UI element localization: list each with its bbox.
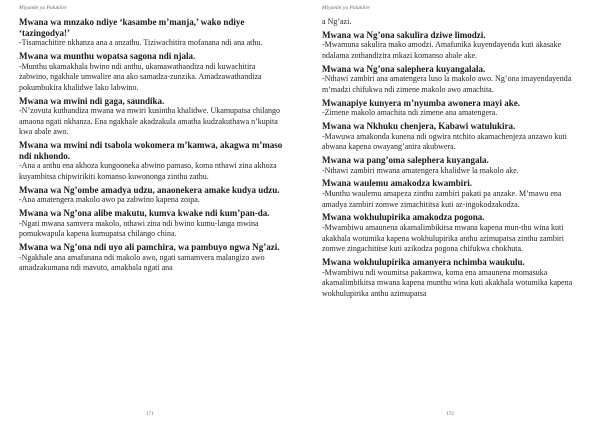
page-number: 171 xyxy=(146,412,154,417)
proverb-explanation: -Zimene makolo amachita ndi zimene ana amatengera. xyxy=(322,108,498,118)
proverb-heading: Mwana wa Ng’ona ndi uyo ali pamchira, wa pambuyo ngwa Ng’azi. xyxy=(19,242,280,252)
proverb-explanation: -Nthawi zambiri mwana amatengera khalidwe la makolo ake. xyxy=(322,165,519,175)
proverb-explanation: -Mwambiwu amaunena akamalimbikitsa mwana kapena mun-thu wina kuti akakhala wotumika kapena wokhulupirika anthu azimupatsa zinthu zambiri zomwe zingachititse kuti azikodza pogona chifukwa chokhuta. xyxy=(322,223,564,254)
page-body xyxy=(322,17,582,302)
proverb-heading: Mwana wa munthu wopatsa sagona ndi njala. xyxy=(19,50,196,61)
proverb-explanation: a Ng’azi. xyxy=(322,17,352,26)
running-head: Miyambi ya Paluklire xyxy=(322,5,370,11)
proverb-heading: Mwana wa Ng’ona alibe makutu, kumva kwake ndi kum’pan-da. xyxy=(19,208,270,219)
proverb-explanation: -Ngakhale ana amafanana ndi makolo awo, ngati samamvera malangizo awo amadzakumana ndi mavuto, amakhala ngati ana xyxy=(19,252,265,273)
proverb-heading: Mwana wokhulupirika amakodza pogona. xyxy=(322,212,485,223)
proverb-explanation: -Ana a anthu ena akhoza kungoonekа abwino pamaso, koma nthawi zina akhoza kuyambitsa chipwirikiti komanso kuwonongа zinthu zathu. xyxy=(19,161,277,181)
proverb-heading: Mwanapiye kunyera m’nyumba awonera mayi ake. xyxy=(322,97,521,108)
proverb-explanation: -Mwamuna sakulira mako amodzi. Amafunika kuyendayenda kuti akasake ndalama zothandizira mkazi komanso abale ake. xyxy=(322,40,562,60)
proverb-explanation: -Tisamachitire nkhanza ana a anzathu. Tiziwachitira mofanana ndi ana athu. xyxy=(19,38,263,48)
page-number: 172 xyxy=(446,412,454,417)
proverb-explanation: -Munthu ukamakhala bwino ndi anthu, ukamawathandiza ndi kuwachitira zabwino, ngakhale umwalire ana ako samadza-zunzika. Amadzawathandiza pokumbukira khalidwe lako labwino. xyxy=(19,61,262,92)
proverb-explanation: -Mwambiwu ndi woumitsa pakamwa, koma ena amaunena momasuka akamalimbikitsa mwana kapena munthu wina kuti akakhala wotumika kapena wokhulupirika anthu azimupatsa xyxy=(322,267,573,298)
proverb-explanation: -N’zovuta kuthandiza mwana wa mwiri kusintha khalidwe. Ukamupatsa chilango amaona ngati nkhanza. Ena ngakhale akadzakula amatha kudzakuthawa n’kupita kwa abale awo. xyxy=(19,106,281,137)
proverb-heading: Mwana wokhulupirika amanyera nchimba waukulu. xyxy=(322,256,525,267)
proverb-explanation: -Nthawi zambiri ana amatengera luso la makolo awo. Ng’ona imayendayenda m’madzi chifukwa ndi zimene makolo awo amachita. xyxy=(322,74,572,94)
proverb-heading: Mwana waulemu amakodza kwambiri. xyxy=(322,178,473,189)
proverb-heading: Mwana wa mnzako ndiye ‘kasambe m’manja,’ wako ndiye ‘tazingodya!’ xyxy=(19,17,245,38)
proverb-heading: Mwana wa Nkhuku chenjera, Kabawi watulukira. xyxy=(322,121,516,132)
proverb-heading: Mwana wa Ng’ona salephera kuyangalala. xyxy=(322,63,486,74)
right-page xyxy=(300,0,600,424)
proverb-explanation: -Ana amatengera makolo awo pa zabwino kapena zoipa. xyxy=(19,195,200,205)
proverb-heading: Mwana wa Ng’ona sakulira dziwe limodzi. xyxy=(322,29,486,40)
running-head: Miyambi ya Paluklire xyxy=(19,5,67,11)
proverb-explanation: -Mawuwa amakonda kunena ndi ogwira ntchito akamachenjeza anzawo kuti abwana kapena owayang’anira akubwera. xyxy=(322,131,567,152)
proverb-heading: Mwana wa mwini ndi gaga, saundika. xyxy=(19,95,165,106)
proverb-heading: Mwana wa pang’oma salephera kuyangala. xyxy=(322,155,489,166)
page-body xyxy=(19,17,286,276)
proverb-explanation: -Ngati mwana samvera makolo, nthawi zina ndi bwino kumu-langa mwina pomukwapula kapena kumupatsa chilango china. xyxy=(19,218,259,239)
proverb-heading: Mwana wa Ng’ombe amadya udzu, anaonekera amake kudya udzu. xyxy=(19,184,280,195)
proverb-heading: Mwana wa mwini ndi tsabola wokomera m’kamwa, akagwa m’maso ndi nkhondo. xyxy=(19,140,283,161)
proverb-explanation: -Munthu waulemu amapeza zinthu zambiri pakati pa anzake. M’mawu ena amadya zambiri zomwe zimachititsa kuti az-ingokodzakodza. xyxy=(322,189,562,209)
